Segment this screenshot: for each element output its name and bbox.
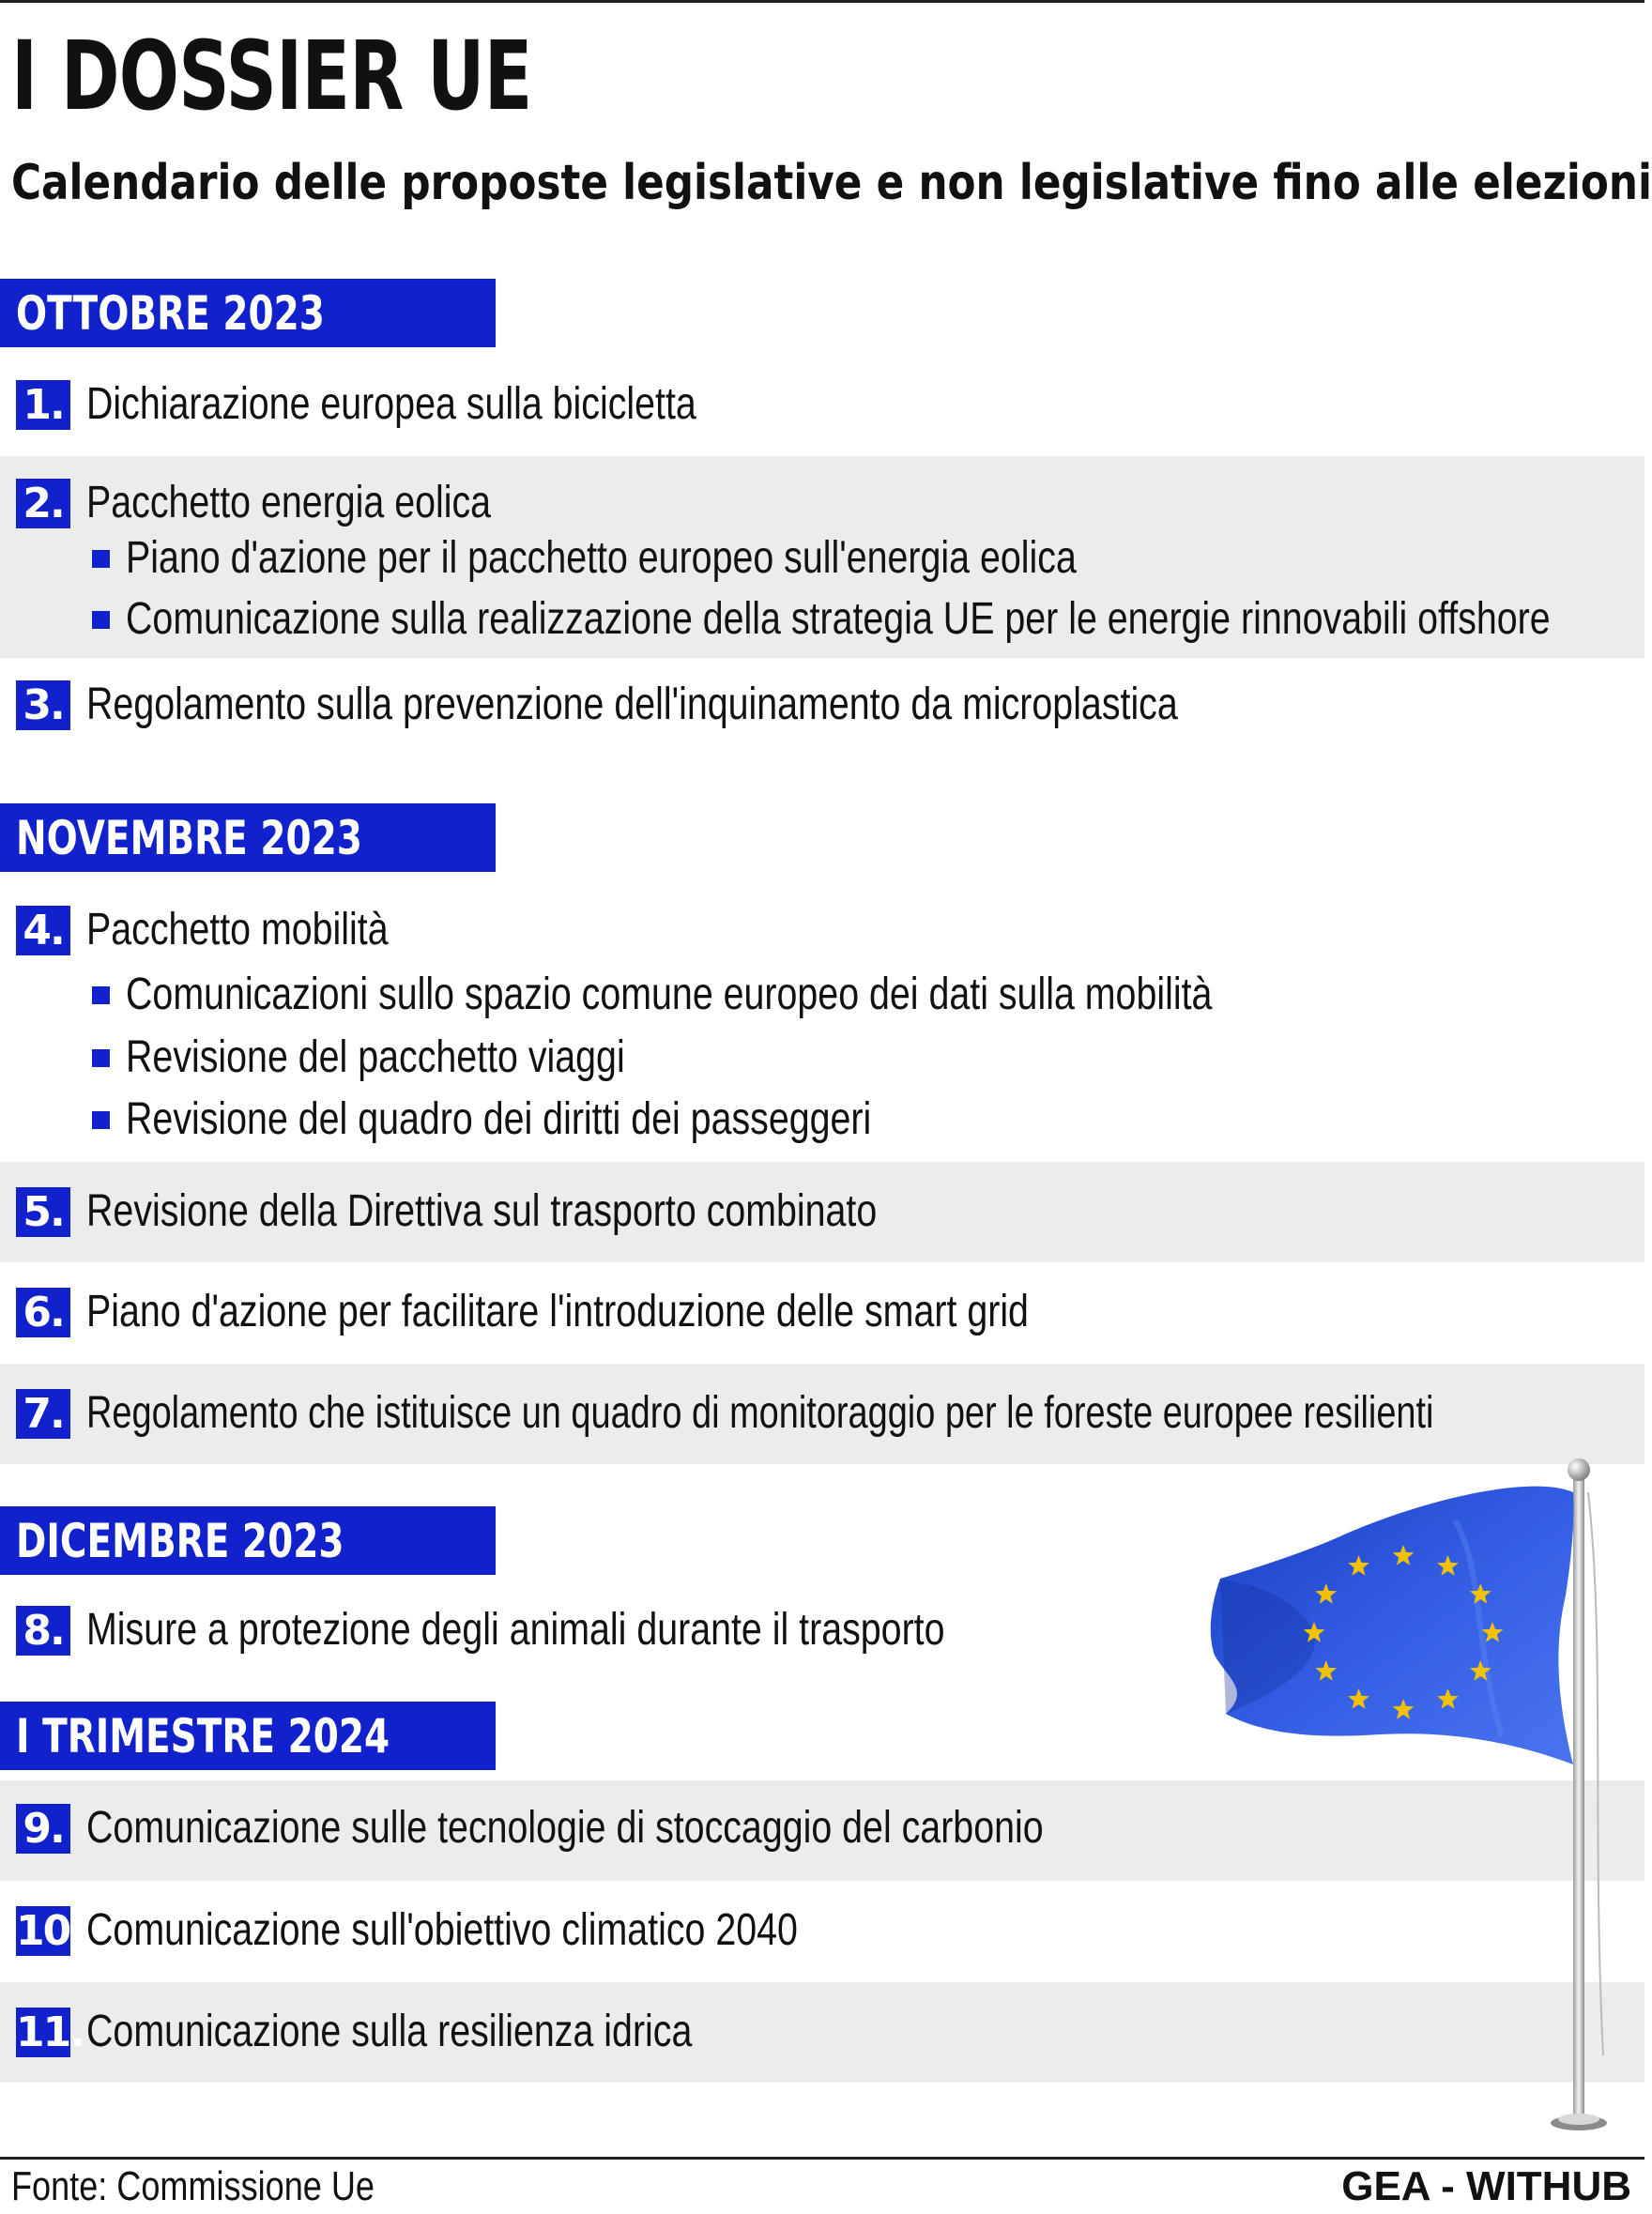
item-number: 10. — [16, 1907, 84, 1955]
item-text: Pacchetto mobilità — [86, 905, 389, 954]
item-number: 2. — [16, 479, 70, 528]
item-number: 7. — [16, 1389, 70, 1439]
section-header-ottobre-2023: OTTOBRE 2023 — [0, 279, 496, 347]
top-rule — [0, 0, 1644, 3]
item-text: Dichiarazione europea sulla bicicletta — [86, 379, 696, 429]
bullet-icon — [92, 986, 110, 1004]
item-number: 6. — [16, 1288, 70, 1337]
item-text: Comunicazione sulla resilienza idrica — [86, 2007, 693, 2056]
page-subtitle: Calendario delle proposte legislative e non legislative fino alle elezioni — [11, 155, 1652, 211]
list-item: 2. Pacchetto energia eolica Piano d'azione per il pacchetto europeo sull'energia eolica Comunicazione sulla realizzazione della strategia UE per le energie rinnovabili offshore — [0, 456, 1644, 658]
eu-flag-icon — [1201, 1455, 1644, 2149]
item-number: 8. — [16, 1606, 70, 1656]
item-number: 1. — [16, 380, 70, 430]
source-note: Fonte: Commissione Ue — [11, 2163, 375, 2209]
item-text: Revisione della Direttiva sul trasporto combinato — [86, 1186, 878, 1236]
item-number: 9. — [16, 1804, 70, 1854]
section-header-i-trimestre-2024: I TRIMESTRE 2024 — [0, 1702, 496, 1770]
item-text: Piano d'azione per facilitare l'introduzione delle smart grid — [86, 1287, 1029, 1336]
bullet-icon — [92, 550, 110, 568]
bottom-rule — [0, 2157, 1644, 2160]
item-text: Regolamento sulla prevenzione dell'inquinamento da microplastica — [86, 679, 1178, 729]
item-text: Comunicazione sull'obiettivo climatico 2040 — [86, 1905, 798, 1955]
item-number: 5. — [16, 1187, 70, 1237]
section-header-dicembre-2023: DICEMBRE 2023 — [0, 1506, 496, 1575]
item-text: Misure a protezione degli animali durante il trasporto — [86, 1605, 945, 1655]
list-item — [0, 1262, 1644, 1364]
item-number: 4. — [16, 906, 70, 955]
item-number: 11. — [16, 2008, 84, 2056]
list-item: 4. Pacchetto mobilità Comunicazioni sullo spazio comune europeo dei dati sulla mobilità Revisione del pacchetto viaggi Revisione del quadro dei diritti dei passeggeri — [0, 878, 1644, 1162]
item-text: Pacchetto energia eolica — [86, 478, 492, 527]
item-text: Comunicazione sulle tecnologie di stoccaggio del carbonio — [86, 1803, 1044, 1853]
bullet-icon — [92, 611, 110, 629]
item-number: 3. — [16, 680, 70, 730]
bullet-icon — [92, 1111, 110, 1129]
item-text: Regolamento che istituisce un quadro di monitoraggio per le foreste europee resilienti — [86, 1388, 1434, 1438]
page-title: I DOSSIER UE — [11, 21, 532, 132]
credit-logo: GEA - WITHUB — [1341, 2163, 1631, 2209]
bullet-icon — [92, 1049, 110, 1067]
list-item — [0, 658, 1644, 759]
list-item — [0, 1162, 1644, 1262]
list-item — [0, 1364, 1644, 1464]
list-item — [0, 355, 1644, 456]
section-header-novembre-2023: NOVEMBRE 2023 — [0, 803, 496, 872]
